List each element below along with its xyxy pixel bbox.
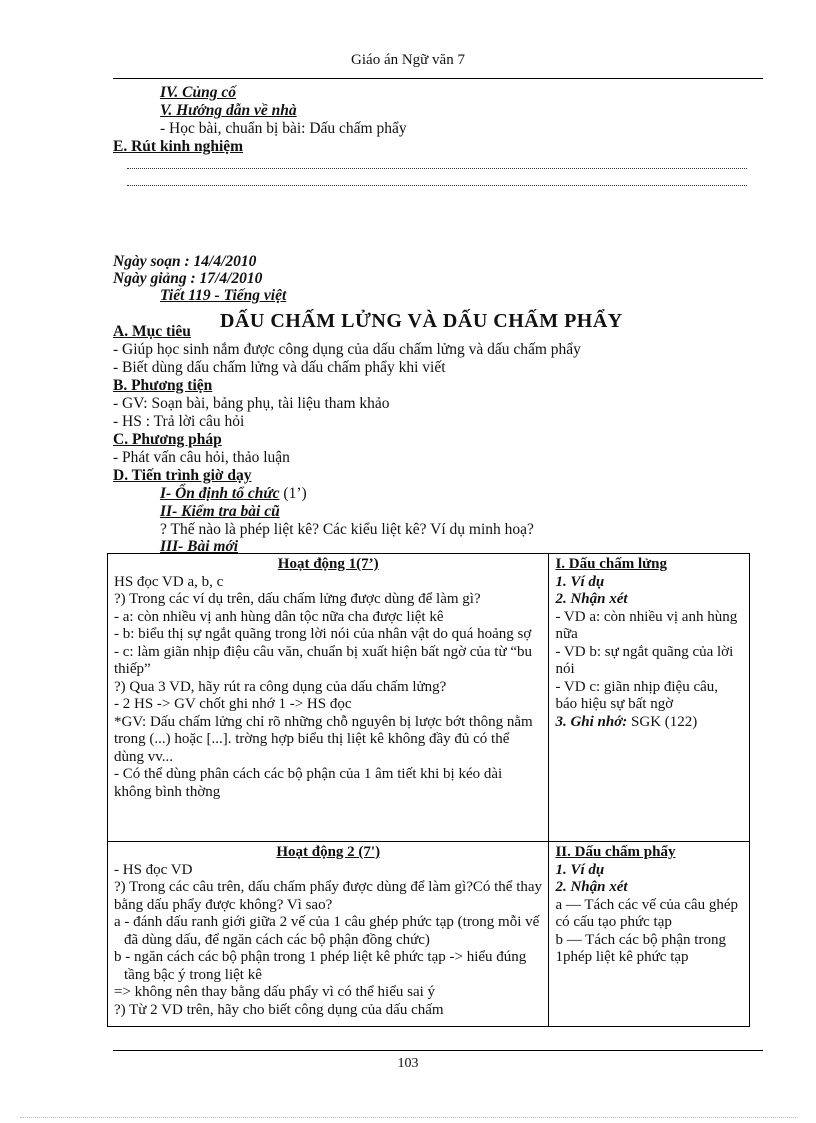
dotted-line-1 — [127, 168, 747, 169]
review-question: ? Thế nào là phép liệt kê? Các kiểu liệt kê? Ví dụ minh hoạ? — [160, 521, 534, 538]
date-taught: Ngày giảng : 17/4/2010 — [113, 270, 263, 287]
activity-1-title: Hoạt động 1(7’) — [277, 556, 379, 572]
notes-2-heading: II. Dấu chấm phẩy — [555, 844, 676, 860]
lesson-table — [107, 553, 750, 1027]
notes-1-sub1: 1. Ví dụ — [555, 573, 605, 590]
notes-2-item: a — Tách các vế của câu ghép có cấu tạo phức tạp — [555, 896, 738, 930]
section-v: V. Hướng dẫn về nhà — [160, 102, 297, 119]
page-edge — [20, 1117, 796, 1118]
notes-2-sub2: 2. Nhận xét — [555, 879, 628, 895]
section-iv: IV. Củng cố — [160, 84, 236, 101]
activity-2-line: ?) Trong các câu trên, dấu chấm phẩy được dùng để làm gì?Có thể thay bằng dấu phẩy được không? Vì sao? — [114, 879, 543, 913]
objective-line-2: - Biết dùng dấu chấm lửng và dấu chấm phẩy khi viết — [113, 359, 446, 376]
notes-1-memo: 3. Ghi nhớ: SGK (122) — [555, 713, 698, 730]
period-label: Tiết 119 - Tiếng việt — [160, 287, 287, 304]
header-rule — [113, 78, 763, 79]
page-header: Giáo án Ngữ văn 7 — [351, 52, 465, 68]
method-line-1: - Phát vấn câu hỏi, thảo luận — [113, 449, 290, 466]
activity-1-line: ?) Qua 3 VD, hãy rút ra công dụng của dấu chấm lửng? — [114, 678, 447, 695]
notes-1-item: - VD b: sự ngắt quãng của lời nói — [555, 643, 734, 677]
activity-1-line: HS đọc VD a, b, c — [114, 573, 224, 590]
notes-1-item: - VD a: còn nhiều vị anh hùng nữa — [555, 608, 738, 642]
review-old-lesson: II- Kiểm tra bài cũ — [160, 503, 280, 520]
activity-1-line: - a: còn nhiều vị anh hùng dân tộc nữa cha được liệt kê — [114, 608, 444, 625]
activity-1-line: ?) Trong các ví dụ trên, dấu chấm lửng được dùng để làm gì? — [114, 591, 481, 607]
activity-1-line: - c: làm giãn nhịp điệu câu văn, chuẩn bị xuất hiện bất ngờ của từ “bu thiếp” — [114, 643, 533, 677]
section-b: B. Phương tiện — [113, 377, 213, 394]
section-d: D. Tiến trình giờ dạy — [113, 467, 252, 484]
notes-1-sub2: 2. Nhận xét — [555, 591, 628, 607]
activity-1-line: - Có thể dùng phân cách các bộ phận của 1 âm tiết khi bị kéo dài không bình thờng — [114, 766, 503, 800]
page-number: 103 — [397, 1056, 419, 1071]
table-row-activity-2 — [108, 842, 750, 1027]
notes-2-item: b — Tách các bộ phận trong 1phép liệt kê phức tạp — [555, 931, 726, 965]
activity-2-line: ?) Từ 2 VD trên, hãy cho biết công dụng của dấu chấm — [114, 1001, 444, 1018]
new-lesson-label: III- Bài mới — [160, 538, 239, 555]
activity-1-cell — [108, 554, 549, 842]
section-a: A. Mục tiêu — [113, 323, 191, 340]
activity-2-line: - HS đọc VD — [114, 861, 193, 878]
objective-line-1: - Giúp học sinh nắm được công dụng của dấu chấm lửng và dấu chấm phẩy — [113, 341, 581, 358]
activity-2-cell — [108, 842, 549, 1027]
notes-2-cell — [549, 842, 750, 1027]
activity-1-line: - 2 HS -> GV chốt ghi nhớ 1 -> HS đọc — [114, 696, 352, 712]
homework-line: - Học bài, chuẩn bị bài: Dấu chấm phẩy — [160, 120, 407, 137]
means-line-1: - GV: Soạn bài, bảng phụ, tài liệu tham khảo — [113, 395, 390, 412]
activity-1-line: - b: biểu thị sự ngắt quãng trong lời nói của nhân vật do quá hoảng sợ — [114, 626, 532, 642]
notes-1-heading: I. Dấu chấm lửng — [555, 556, 667, 572]
footer-rule — [113, 1050, 763, 1051]
date-prepared: Ngày soạn : 14/4/2010 — [113, 253, 257, 270]
activity-2-line: b - ngăn cách các bộ phận trong 1 phép liệt kê phức tạp -> hiểu đúng tầng bậc ý trong liệt kê — [114, 949, 527, 983]
lesson-title: DẤU CHẤM LỬNG VÀ DẤU CHẤM PHẨY — [220, 310, 623, 332]
notes-2-sub1: 1. Ví dụ — [555, 861, 605, 878]
activity-2-line: a - đánh dấu ranh giới giữa 2 vế của 1 câu ghép phức tạp (trong mỗi vế đã dùng dấu, để ngăn cách các bộ phận đồng chức) — [114, 914, 540, 948]
means-line-2: - HS : Trả lời câu hỏi — [113, 413, 245, 430]
notes-1-item: - VD c: giãn nhịp điệu câu, báo hiệu sự bất ngờ — [555, 678, 719, 712]
notes-1-cell — [549, 554, 750, 842]
activity-1-line: *GV: Dấu chấm lửng chỉ rõ những chỗ nguyên bị lược bớt thông nằm trong (...) hoặc [...]. trờng hợp biểu thị liệt kê không đầy đủ có thể dùng vv... — [114, 713, 533, 765]
table-row-activity-1 — [108, 554, 750, 842]
section-c: C. Phương pháp — [113, 431, 222, 448]
activity-2-line: => không nên thay bằng dấu phẩy vì có thể hiểu sai ý — [114, 984, 436, 1000]
dotted-line-2 — [127, 185, 747, 186]
activity-2-title: Hoạt động 2 (7') — [276, 844, 381, 860]
section-e: E. Rút kinh nghiệm — [113, 138, 244, 155]
stabilize-class: I- Ổn định tổ chức (1’) — [160, 485, 307, 502]
